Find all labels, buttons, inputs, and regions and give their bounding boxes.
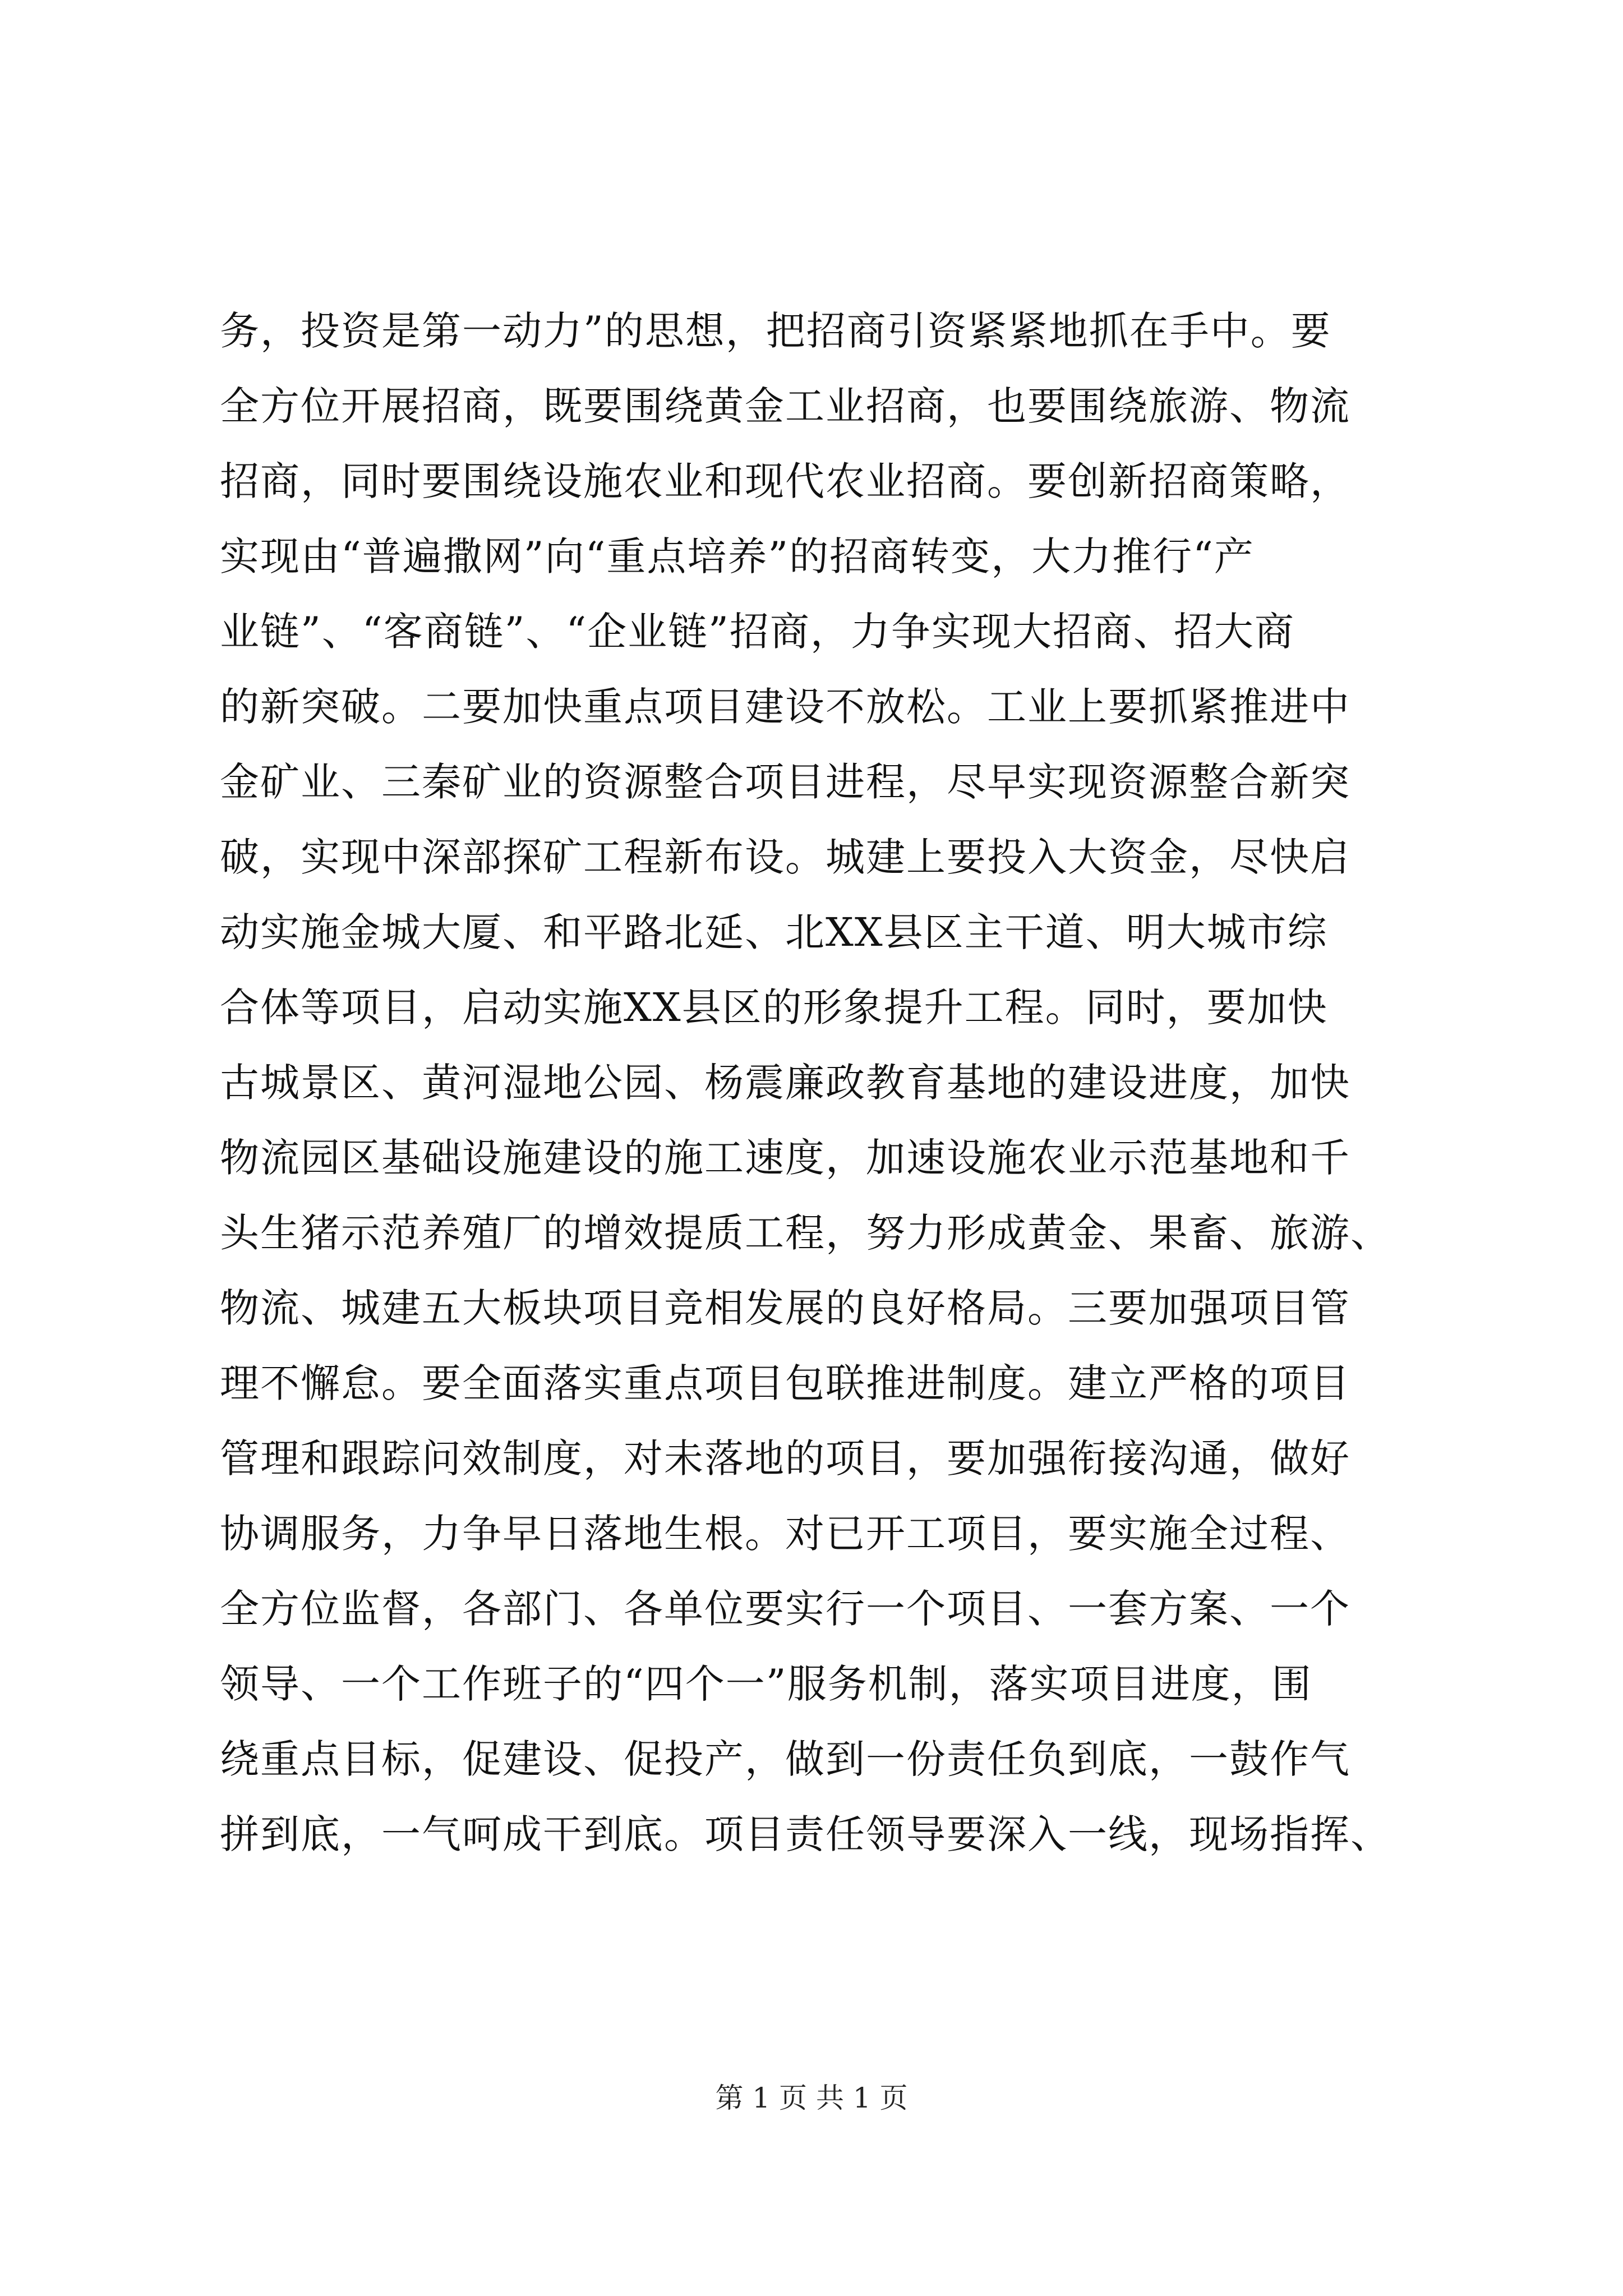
text-line: 业链”、“客商链”、“企业链”招商，力争实现大招商、招大商 <box>220 609 1295 655</box>
text-line: 金矿业、三秦矿业的资源整合项目进程，尽早实现资源整合新突 <box>220 759 1350 805</box>
text-line: 绕重点目标，促建设、促投产，做到一份责任负到底，一鼓作气 <box>220 1736 1350 1782</box>
text-line: 招商，同时要围绕设施农业和现代农业招商。要创新招商策略， <box>220 458 1350 504</box>
text-line: 古城景区、黄河湿地公园、杨震廉政教育基地的建设进度，加快 <box>220 1060 1350 1106</box>
page-number-footer: 第 1 页 共 1 页 <box>715 2082 908 2114</box>
text-line: 物流园区基础设施建设的施工速度，加速设施农业示范基地和千 <box>220 1135 1350 1181</box>
text-line: 全方位开展招商，既要围绕黄金工业招商，也要围绕旅游、物流 <box>220 383 1350 429</box>
text-line: 实现由“普遍撒网”向“重点培养”的招商转变，大力推行“产 <box>220 533 1255 579</box>
text-line: 头生猪示范养殖厂的增效提质工程，努力形成黄金、果畜、旅游、 <box>220 1210 1391 1256</box>
text-line: 物流、城建五大板块项目竞相发展的良好格局。三要加强项目管 <box>220 1285 1350 1331</box>
text-line: 动实施金城大厦、和平路北延、北XX县区主干道、明大城市综 <box>220 909 1328 955</box>
text-line: 领导、一个工作班子的“四个一”服务机制，落实项目进度，围 <box>220 1661 1312 1707</box>
text-line: 拼到底，一气呵成干到底。项目责任领导要深入一线，现场指挥、 <box>220 1811 1391 1857</box>
text-line: 破，实现中深部探矿工程新布设。城建上要投入大资金，尽快启 <box>220 834 1350 880</box>
text-line: 合体等项目，启动实施XX县区的形象提升工程。同时，要加快 <box>220 984 1328 1030</box>
text-line: 全方位监督，各部门、各单位要实行一个项目、一套方案、一个 <box>220 1586 1350 1632</box>
text-line: 理不懈怠。要全面落实重点项目包联推进制度。建立严格的项目 <box>220 1360 1350 1406</box>
text-line: 协调服务，力争早日落地生根。对已开工项目，要实施全过程、 <box>220 1511 1350 1557</box>
text-line: 的新突破。二要加快重点项目建设不放松。工业上要抓紧推进中 <box>220 684 1350 730</box>
text-line: 管理和跟踪问效制度，对未落地的项目，要加强衔接沟通，做好 <box>220 1435 1350 1481</box>
text-line: 务，投资是第一动力”的思想，把招商引资紧紧地抓在手中。要 <box>220 308 1331 354</box>
